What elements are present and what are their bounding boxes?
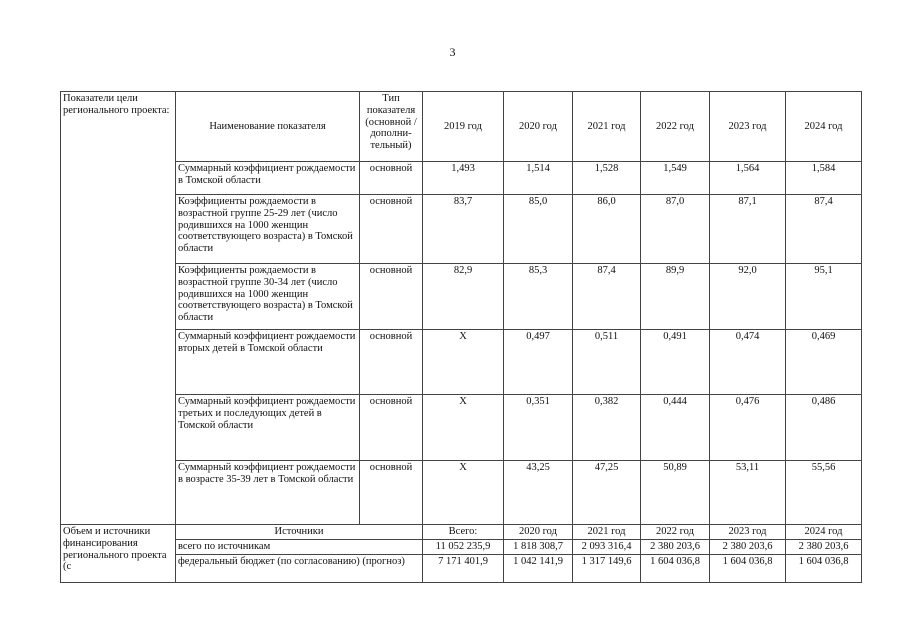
financing-value: 1 042 141,9 — [504, 555, 573, 583]
year-header: 2019 год — [423, 92, 504, 162]
sources-header: Источники — [176, 525, 423, 540]
table-row — [61, 461, 862, 525]
indicator-value: 86,0 — [573, 195, 641, 264]
indicator-value: 87,4 — [786, 195, 862, 264]
year-header: 2024 год — [786, 525, 862, 540]
financing-source: всего по источникам — [176, 540, 423, 555]
financing-value: 1 604 036,8 — [710, 555, 786, 583]
indicator-value: 83,7 — [423, 195, 504, 264]
indicator-name: Коэффициенты рождаемости в возрастной группе 30-34 лет (число родившихся на 1000 женщин соответствующего возраста) в Томской области — [176, 264, 360, 330]
indicator-value: 92,0 — [710, 264, 786, 330]
financing-source: федеральный бюджет (по согласованию) (прогноз) — [176, 555, 423, 583]
indicator-value: 87,0 — [641, 195, 710, 264]
financing-total: 7 171 401,9 — [423, 555, 504, 583]
indicator-value: 0,469 — [786, 330, 862, 395]
indicator-value: 0,491 — [641, 330, 710, 395]
indicator-value: 87,4 — [573, 264, 641, 330]
table-row — [61, 195, 862, 264]
indicators-header-row — [61, 92, 862, 162]
goals-label: Показатели цели регионального проекта: — [61, 92, 176, 525]
indicator-value: 1,564 — [710, 162, 786, 195]
indicator-name: Суммарный коэффициент рождаемости в возрасте 35-39 лет в Томской области — [176, 461, 360, 525]
indicator-type: основной — [360, 195, 423, 264]
financing-value: 1 317 149,6 — [573, 555, 641, 583]
indicator-name: Суммарный коэффициент рождаемости вторых детей в Томской области — [176, 330, 360, 395]
regional-project-table — [60, 91, 862, 583]
table-row — [61, 162, 862, 195]
financing-value: 2 380 203,6 — [786, 540, 862, 555]
year-header: 2022 год — [641, 525, 710, 540]
year-header: 2022 год — [641, 92, 710, 162]
indicator-value: 0,476 — [710, 395, 786, 461]
indicator-value: 1,528 — [573, 162, 641, 195]
table-row — [61, 555, 862, 583]
indicator-value: 50,89 — [641, 461, 710, 525]
financing-value: 2 093 316,4 — [573, 540, 641, 555]
year-header: 2023 год — [710, 525, 786, 540]
indicator-value: 55,56 — [786, 461, 862, 525]
indicator-value: 0,486 — [786, 395, 862, 461]
indicator-value: 47,25 — [573, 461, 641, 525]
financing-value: 2 380 203,6 — [641, 540, 710, 555]
year-header: 2024 год — [786, 92, 862, 162]
indicator-value: 43,25 — [504, 461, 573, 525]
indicator-value: 1,584 — [786, 162, 862, 195]
indicator-value: 53,11 — [710, 461, 786, 525]
indicator-name-header: Наименование показателя — [176, 92, 360, 162]
indicator-value: 85,0 — [504, 195, 573, 264]
year-header: 2020 год — [504, 92, 573, 162]
indicator-value: 1,493 — [423, 162, 504, 195]
financing-value: 1 604 036,8 — [641, 555, 710, 583]
indicator-name: Суммарный коэффициент рождаемости в Томской области — [176, 162, 360, 195]
indicator-value: 1,514 — [504, 162, 573, 195]
financing-value: 2 380 203,6 — [710, 540, 786, 555]
total-header: Всего: — [423, 525, 504, 540]
indicator-type: основной — [360, 162, 423, 195]
indicator-value: 0,382 — [573, 395, 641, 461]
indicator-type: основной — [360, 264, 423, 330]
indicator-value: Х — [423, 395, 504, 461]
table-row — [61, 264, 862, 330]
table-row — [61, 395, 862, 461]
indicator-value: 0,351 — [504, 395, 573, 461]
financing-header-row — [61, 525, 862, 540]
year-header: 2020 год — [504, 525, 573, 540]
indicator-type: основной — [360, 395, 423, 461]
page-number: 3 — [449, 45, 456, 59]
financing-value: 1 604 036,8 — [786, 555, 862, 583]
indicator-name: Суммарный коэффициент рождаемости третьих и последующих детей в Томской области — [176, 395, 360, 461]
indicator-value: 89,9 — [641, 264, 710, 330]
indicator-type: основной — [360, 330, 423, 395]
financing-value: 1 818 308,7 — [504, 540, 573, 555]
indicator-value: 85,3 — [504, 264, 573, 330]
table-row — [61, 330, 862, 395]
table-row — [61, 540, 862, 555]
indicator-name: Коэффициенты рождаемости в возрастной группе 25-29 лет (число родившихся на 1000 женщин соответствующего возраста) в Томской области — [176, 195, 360, 264]
indicator-type-header: Тип показателя (основной / дополни-тельный) — [360, 92, 423, 162]
indicator-value: 1,549 — [641, 162, 710, 195]
financing-total: 11 052 235,9 — [423, 540, 504, 555]
indicator-value: 87,1 — [710, 195, 786, 264]
indicator-value: 0,474 — [710, 330, 786, 395]
indicator-value: 0,444 — [641, 395, 710, 461]
financing-label: Объем и источники финансирования регионального проекта (с — [61, 525, 176, 583]
indicator-value: 95,1 — [786, 264, 862, 330]
indicator-value: 0,497 — [504, 330, 573, 395]
indicator-value: Х — [423, 461, 504, 525]
indicator-value: 0,511 — [573, 330, 641, 395]
year-header: 2023 год — [710, 92, 786, 162]
indicator-value: 82,9 — [423, 264, 504, 330]
year-header: 2021 год — [573, 525, 641, 540]
indicator-value: Х — [423, 330, 504, 395]
indicator-type: основной — [360, 461, 423, 525]
year-header: 2021 год — [573, 92, 641, 162]
